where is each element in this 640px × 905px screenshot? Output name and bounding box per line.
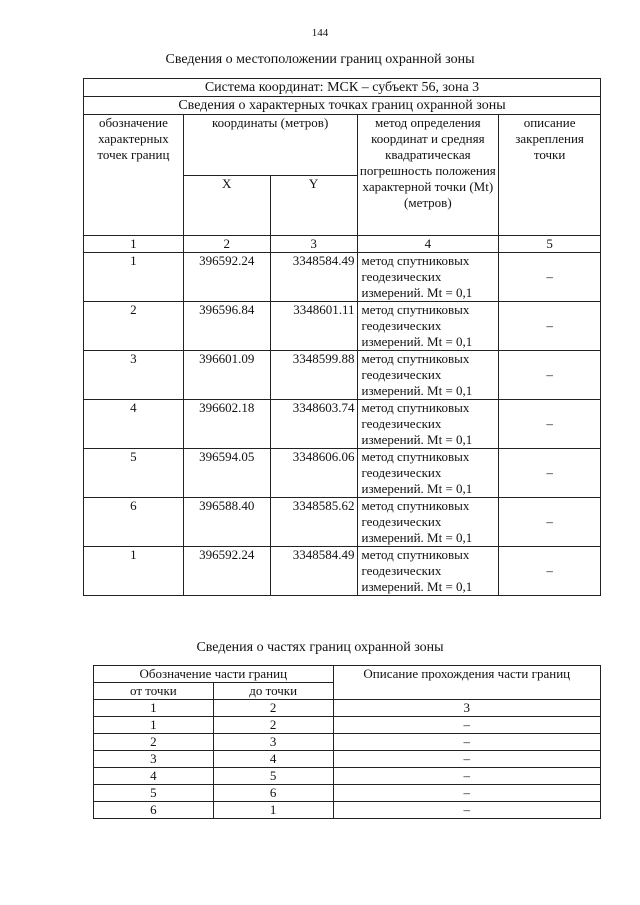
parts-table (93, 665, 601, 819)
column-number-row (94, 700, 601, 717)
column-number: 1 (94, 700, 214, 717)
point-description: – (499, 498, 601, 547)
part-description: – (333, 734, 600, 751)
method-text: метод спутниковых геодезических измерений. Mt = 0,1 (357, 302, 499, 351)
point-description: – (499, 449, 601, 498)
from-point: 2 (94, 734, 214, 751)
table-row (84, 498, 601, 547)
header-x: X (183, 175, 270, 236)
from-point: 1 (94, 717, 214, 734)
table-row (84, 547, 601, 596)
table-row (94, 717, 601, 734)
table-row (84, 253, 601, 302)
y-coordinate: 3348603.74 (270, 400, 357, 449)
y-coordinate: 3348601.11 (270, 302, 357, 351)
section-title-parts: Сведения о частях границ охранной зоны (196, 640, 444, 655)
from-point: 6 (94, 802, 214, 819)
header-part-description: Описание прохождения части границ (333, 666, 600, 700)
x-coordinate: 396601.09 (183, 351, 270, 400)
table-row (84, 449, 601, 498)
point-id: 5 (84, 449, 184, 498)
to-point: 3 (213, 734, 333, 751)
part-description: – (333, 802, 600, 819)
point-description: – (499, 253, 601, 302)
to-point: 4 (213, 751, 333, 768)
points-table (83, 78, 601, 596)
y-coordinate: 3348599.88 (270, 351, 357, 400)
to-point: 5 (213, 768, 333, 785)
column-number-row (84, 236, 601, 253)
table-row (94, 785, 601, 802)
to-point: 2 (213, 717, 333, 734)
table-row (84, 302, 601, 351)
table-row (94, 734, 601, 751)
y-coordinate: 3348584.49 (270, 253, 357, 302)
part-description: – (333, 785, 600, 802)
column-number: 2 (213, 700, 333, 717)
point-id: 1 (84, 253, 184, 302)
column-number: 1 (84, 236, 184, 253)
from-point: 3 (94, 751, 214, 768)
x-coordinate: 396592.24 (183, 253, 270, 302)
column-number: 4 (357, 236, 499, 253)
section-title-boundaries: Сведения о местоположении границ охранной зоны (165, 52, 475, 67)
point-description: – (499, 351, 601, 400)
point-description: – (499, 400, 601, 449)
x-coordinate: 396596.84 (183, 302, 270, 351)
point-id: 3 (84, 351, 184, 400)
coordinate-system-row: Система координат: МСК – субъект 56, зона 3 (84, 79, 601, 97)
part-description: – (333, 751, 600, 768)
part-description: – (333, 768, 600, 785)
table-row (94, 751, 601, 768)
point-id: 4 (84, 400, 184, 449)
header-coordinates: координаты (метров) (183, 115, 357, 176)
column-number: 5 (499, 236, 601, 253)
table-row (94, 768, 601, 785)
point-description: – (499, 302, 601, 351)
y-coordinate: 3348606.06 (270, 449, 357, 498)
page-number: 144 (311, 27, 329, 39)
point-id: 2 (84, 302, 184, 351)
column-number: 3 (270, 236, 357, 253)
table-row (84, 400, 601, 449)
method-text: метод спутниковых геодезических измерений. Mt = 0,1 (357, 449, 499, 498)
y-coordinate: 3348585.62 (270, 498, 357, 547)
points-info-row: Сведения о характерных точках границ охранной зоны (84, 97, 601, 115)
to-point: 6 (213, 785, 333, 802)
y-coordinate: 3348584.49 (270, 547, 357, 596)
header-description: описание закрепления точки (499, 115, 601, 236)
method-text: метод спутниковых геодезических измерений. Mt = 0,1 (357, 400, 499, 449)
x-coordinate: 396592.24 (183, 547, 270, 596)
table-row (84, 351, 601, 400)
column-number: 2 (183, 236, 270, 253)
method-text: метод спутниковых геодезических измерений. Mt = 0,1 (357, 498, 499, 547)
method-text: метод спутниковых геодезических измерений. Mt = 0,1 (357, 253, 499, 302)
header-to-point: до точки (213, 683, 333, 700)
x-coordinate: 396602.18 (183, 400, 270, 449)
table-row (94, 802, 601, 819)
point-id: 1 (84, 547, 184, 596)
from-point: 5 (94, 785, 214, 802)
column-number: 3 (333, 700, 600, 717)
part-description: – (333, 717, 600, 734)
header-part: Обозначение части границ (94, 666, 334, 683)
to-point: 1 (213, 802, 333, 819)
method-text: метод спутниковых геодезических измерений. Mt = 0,1 (357, 351, 499, 400)
header-from-point: от точки (94, 683, 214, 700)
x-coordinate: 396588.40 (183, 498, 270, 547)
header-method: метод определения координат и средняя квадратическая погрешность положения характерной точки (Mt) (метров) (357, 115, 499, 236)
point-description: – (499, 547, 601, 596)
x-coordinate: 396594.05 (183, 449, 270, 498)
header-y: Y (270, 175, 357, 236)
from-point: 4 (94, 768, 214, 785)
header-designation: обозначение характерных точек границ (84, 115, 184, 236)
method-text: метод спутниковых геодезических измерений. Mt = 0,1 (357, 547, 499, 596)
point-id: 6 (84, 498, 184, 547)
